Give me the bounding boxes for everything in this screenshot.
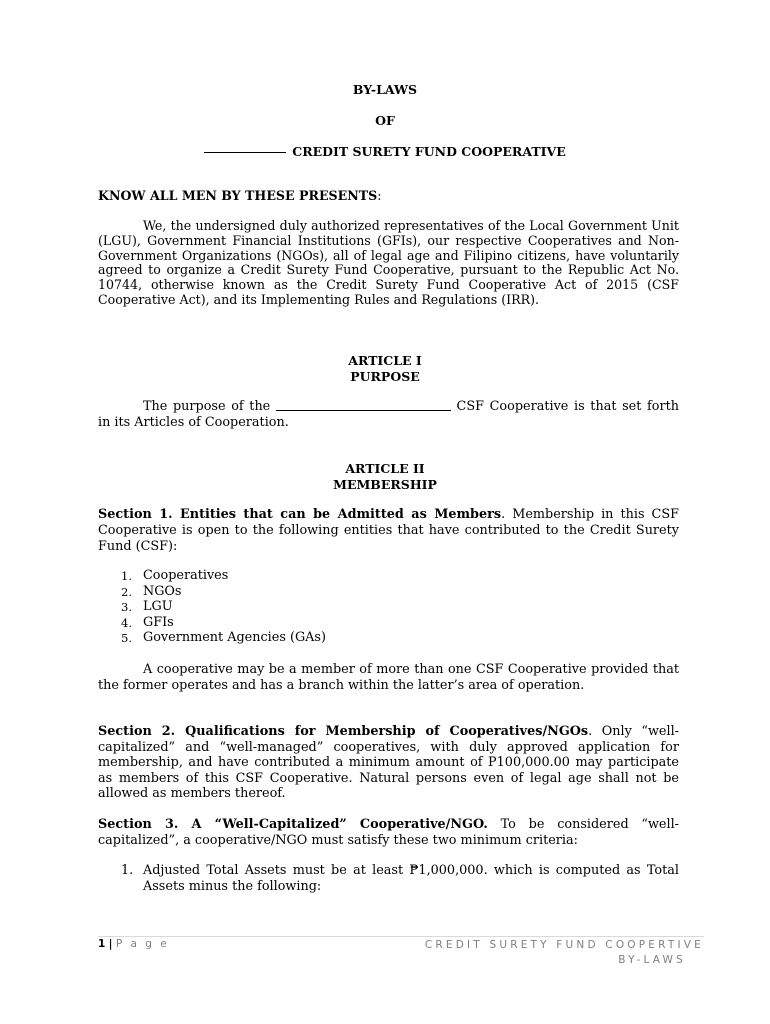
footer-page-number: 1 | P a g e (98, 938, 170, 950)
section1-note: A cooperative may be a member of more than one CSF Cooperative provided that the former operates and has a branch within the latter’s area of operation. (98, 662, 679, 693)
section2-text: . Only “well-capitalized” and “well-managed” cooperatives, with duly approved application for membership, and have contributed a minimum amount of P100,000.00 may participate as members of this CSF Cooperative. Natural persons even of legal age shall not be allowed as members thereof. (98, 724, 679, 801)
article2-heading (0, 461, 770, 493)
section3-item1 (98, 863, 679, 894)
section3-text: To be considered “well-capitalized”, a cooperative/NGO must satisfy these two minimum criteria: (98, 817, 679, 848)
section1-label: Section 1. Entities that can be Admitted as Members (98, 507, 502, 522)
article1-name-blank (276, 410, 451, 411)
article1-text-before: The purpose of the (143, 399, 271, 414)
article1-text-after: CSF Cooperative is that set forth in its Articles of Cooperation. (98, 399, 679, 430)
preamble-paragraph: We, the undersigned duly authorized representatives of the Local Government Unit (LGU), Government Financial Institutions (GFIs), our respective Cooperatives and Non-Government Organizations (NGOs), all of legal age and Filipino citizens, have voluntarily agreed to organize a Credit Surety Fund Cooperative, pursuant to the Republic Act No. 10744, otherwise known as the Credit Surety Fund Cooperative Act of 2015 (CSF Cooperative Act), and its Implementing Rules and Regulations (IRR). (98, 218, 679, 307)
list-item: 5. Government Agencies (GAs) (121, 630, 326, 645)
article1-paragraph (98, 399, 679, 431)
article2-title: MEMBERSHIP (333, 477, 437, 492)
member-entity-list (98, 569, 679, 647)
membership-list (98, 569, 679, 647)
section1-text: . Membership in this CSF Cooperative is open to the following entities that have contributed to the Credit Surety Fund (CSF): (98, 507, 679, 554)
footer-divider (98, 936, 704, 937)
preamble-heading (98, 189, 679, 204)
article1-number: ARTICLE I (348, 353, 422, 368)
preamble-heading-colon: : (377, 188, 382, 203)
list-item: 3. LGU (121, 599, 173, 614)
list-item: 1. Cooperatives (121, 568, 229, 583)
list-item: 1. Adjusted Total Assets must be at least ₱1,000,000. which is computed as Total Assets minus the following: (121, 863, 679, 894)
list-item: 4. GFIs (121, 614, 174, 630)
title-cooperative-text: CREDIT SURETY FUND COOPERATIVE (292, 144, 566, 159)
section2-paragraph (98, 724, 679, 802)
section2-label: Section 2. Qualifications for Membership of Cooperatives/NGOs (98, 724, 589, 739)
section3-label: Section 3. A “Well-Capitalized” Cooperative/NGO. (98, 817, 488, 832)
list-item: 2. NGOs (121, 583, 182, 599)
title-cooperative (0, 144, 770, 159)
title-bylaws: BY-LAWS (352, 82, 418, 97)
article1-heading (0, 353, 770, 385)
title-name-blank (204, 152, 286, 153)
section3-paragraph (98, 817, 679, 848)
article1-title: PURPOSE (350, 369, 420, 384)
preamble-heading-text: KNOW ALL MEN BY THESE PRESENTS (98, 188, 378, 203)
article2-number: ARTICLE II (345, 461, 425, 476)
section1-paragraph (98, 507, 679, 555)
title-of: OF (375, 113, 395, 128)
footer-document-title: CREDIT SURETY FUND COOPERTIVE BY-LAWS (424, 939, 704, 966)
